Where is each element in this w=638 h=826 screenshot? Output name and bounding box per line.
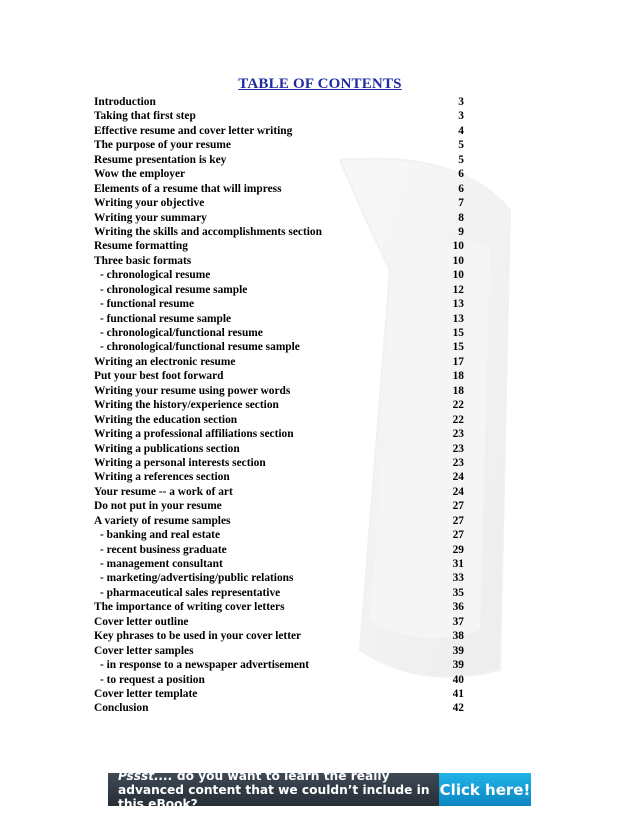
toc-entry-page: 27 <box>452 500 464 513</box>
toc-entry[interactable] <box>94 629 464 643</box>
toc-entry-label: Three basic formats <box>94 254 192 267</box>
toc-entry[interactable] <box>94 557 464 571</box>
toc-entry-page: 33 <box>452 572 464 585</box>
toc-entry-label: Introduction <box>94 96 156 108</box>
toc-entry-page: 38 <box>452 630 464 643</box>
toc-entry-label: Writing a personal interests section <box>94 456 266 469</box>
toc-entry[interactable] <box>94 153 464 167</box>
toc-entry[interactable] <box>94 268 464 282</box>
toc-entry[interactable] <box>94 340 464 354</box>
toc-entry-page: 6 <box>458 168 464 181</box>
toc-entry[interactable] <box>94 167 464 181</box>
toc-entry-page: 29 <box>452 543 464 556</box>
toc-entry-label: Writing your objective <box>94 197 205 210</box>
toc-entry-page: 40 <box>452 673 464 686</box>
toc-entry[interactable] <box>94 239 464 253</box>
toc-entry-page: 17 <box>452 355 464 368</box>
toc-entry-label: Writing your summary <box>94 211 207 224</box>
toc-entry[interactable] <box>94 528 464 542</box>
toc-entry[interactable] <box>94 456 464 470</box>
toc-entry[interactable] <box>94 644 464 658</box>
toc-entry[interactable] <box>94 124 464 138</box>
toc-entry-label: The importance of writing cover letters <box>94 601 285 614</box>
toc-entry-page: 15 <box>452 341 464 354</box>
toc-entry-label: - in response to a newspaper advertisement <box>100 659 310 672</box>
toc-entry[interactable] <box>94 514 464 528</box>
toc-entry-page: 18 <box>452 384 464 397</box>
toc-entry-page: 31 <box>452 558 464 570</box>
toc-entry-label: Put your best foot forward <box>94 370 224 383</box>
toc-entry[interactable] <box>94 369 464 383</box>
banner-lead: Pssst.... <box>118 768 173 783</box>
toc-entry-label: Writing the history/experience section <box>94 399 279 412</box>
toc-entry-page: 22 <box>452 399 464 412</box>
toc-entry[interactable] <box>94 586 464 600</box>
toc-entry[interactable] <box>94 196 464 210</box>
toc-entry[interactable] <box>94 427 464 441</box>
toc-entry-label: - management consultant <box>100 558 223 570</box>
banner-message: do you want to learn the really advanced content that we couldn’t include in this eBook? <box>118 768 430 811</box>
toc-entry-label: Cover letter template <box>94 687 198 700</box>
toc-entry-page: 10 <box>452 240 464 253</box>
toc-entry[interactable] <box>94 673 464 687</box>
toc-entry-page: 27 <box>452 514 464 527</box>
toc-entry-page: 24 <box>452 485 464 498</box>
click-here-button[interactable]: Click here! <box>439 773 531 806</box>
toc-entry-label: Writing the skills and accomplishments section <box>94 225 322 238</box>
toc-entry-page: 41 <box>452 687 464 700</box>
toc-entry-page: 10 <box>452 269 464 282</box>
toc-entry[interactable] <box>94 355 464 369</box>
toc-entry-label: - to request a position <box>100 673 205 686</box>
toc-entry[interactable] <box>94 225 464 239</box>
toc-entry-label: A variety of resume samples <box>94 514 231 527</box>
toc-entry[interactable] <box>94 413 464 427</box>
toc-entry-label: - chronological/functional resume sample <box>100 341 300 354</box>
toc-entry-label: Elements of a resume that will impress <box>94 182 282 195</box>
toc-entry-label: The purpose of your resume <box>94 139 231 152</box>
toc-entry-page: 3 <box>458 96 464 108</box>
toc-entry-label: Writing your resume using power words <box>94 384 291 397</box>
toc-list <box>94 95 464 716</box>
toc-entry-label: Cover letter samples <box>94 644 194 657</box>
toc-entry-page: 39 <box>452 659 464 672</box>
toc-entry-page: 23 <box>452 428 464 441</box>
toc-entry-page: 18 <box>452 370 464 383</box>
toc-entry-page: 5 <box>458 153 464 166</box>
toc-entry[interactable] <box>94 442 464 456</box>
toc-entry[interactable] <box>94 485 464 499</box>
toc-entry[interactable] <box>94 254 464 268</box>
toc-entry-label: Writing a publications section <box>94 442 240 455</box>
toc-entry-page: 27 <box>452 529 464 542</box>
toc-entry-label: - functional resume <box>100 298 195 311</box>
toc-entry-label: - functional resume sample <box>100 312 232 325</box>
toc-entry-page: 35 <box>452 586 464 599</box>
promo-banner[interactable] <box>108 768 531 811</box>
toc-entry-page: 42 <box>452 702 464 715</box>
toc-entry-label: Your resume -- a work of art <box>94 485 233 498</box>
toc-entry-label: - chronological resume <box>100 269 211 282</box>
toc-entry-page: 12 <box>452 283 464 296</box>
toc-entry-label: Cover letter outline <box>94 615 189 628</box>
toc-entry[interactable] <box>94 95 464 109</box>
toc-entry-page: 13 <box>452 298 464 311</box>
toc-entry-label: Wow the employer <box>94 168 186 181</box>
toc-entry[interactable] <box>94 571 464 585</box>
toc-entry-label: Writing an electronic resume <box>94 355 236 368</box>
toc-entry-page: 39 <box>452 644 464 657</box>
toc-entry[interactable] <box>94 701 464 715</box>
toc-entry-page: 13 <box>452 312 464 325</box>
toc-entry-page: 3 <box>458 110 464 123</box>
toc-entry-page: 8 <box>458 211 464 224</box>
toc-entry-label: Resume formatting <box>94 240 188 253</box>
toc-entry-label: - marketing/advertising/public relations <box>100 572 294 585</box>
banner-text <box>108 769 438 811</box>
toc-entry-page: 22 <box>452 413 464 426</box>
toc-entry-label: - chronological/functional resume <box>100 327 263 339</box>
toc-entry-label: Resume presentation is key <box>94 153 227 166</box>
toc-entry[interactable] <box>94 687 464 701</box>
toc-entry[interactable] <box>94 138 464 152</box>
toc-entry[interactable] <box>94 297 464 311</box>
toc-entry-label: Writing the education section <box>94 413 238 426</box>
toc-entry-label: - chronological resume sample <box>100 283 248 296</box>
toc-entry[interactable] <box>94 615 464 629</box>
toc-entry-page: 24 <box>452 471 464 484</box>
toc-entry[interactable] <box>94 658 464 672</box>
toc-entry[interactable] <box>94 470 464 484</box>
toc-entry[interactable] <box>94 283 464 297</box>
toc-entry[interactable] <box>94 384 464 398</box>
toc-entry-page: 23 <box>452 456 464 469</box>
toc-entry[interactable] <box>94 600 464 614</box>
toc-entry-label: Do not put in your resume <box>94 500 222 513</box>
toc-entry-label: Key phrases to be used in your cover letter <box>94 630 302 643</box>
toc-entry-page: 7 <box>458 197 464 210</box>
toc-entry-label: - pharmaceutical sales representative <box>100 586 281 599</box>
toc-entry[interactable] <box>94 499 464 513</box>
toc-entry-label: Writing a professional affiliations section <box>94 428 294 441</box>
toc-entry[interactable] <box>94 398 464 412</box>
toc-entry-label: - banking and real estate <box>100 529 221 542</box>
toc-entry-label: Conclusion <box>94 702 149 715</box>
toc-entry[interactable] <box>94 543 464 557</box>
toc-entry-page: 4 <box>458 124 464 137</box>
toc-entry-page: 37 <box>452 615 464 628</box>
toc-entry[interactable] <box>94 211 464 225</box>
toc-entry[interactable] <box>94 326 464 340</box>
page-title: TABLE OF CONTENTS <box>238 76 402 92</box>
toc-entry[interactable] <box>94 182 464 196</box>
toc-entry-page: 6 <box>458 182 464 195</box>
toc-entry-label: Taking that first step <box>94 110 196 123</box>
toc-entry[interactable] <box>94 312 464 326</box>
toc-entry-page: 23 <box>452 442 464 455</box>
toc-entry[interactable] <box>94 109 464 123</box>
toc-entry-label: Effective resume and cover letter writing <box>94 124 293 137</box>
toc-entry-page: 5 <box>458 139 464 152</box>
toc-entry-label: - recent business graduate <box>100 543 227 556</box>
toc-entry-page: 15 <box>452 327 464 339</box>
toc-entry-page: 9 <box>458 225 464 238</box>
toc-entry-page: 36 <box>452 601 464 614</box>
toc-entry-page: 10 <box>452 254 464 267</box>
toc-entry-label: Writing a references section <box>94 471 230 484</box>
